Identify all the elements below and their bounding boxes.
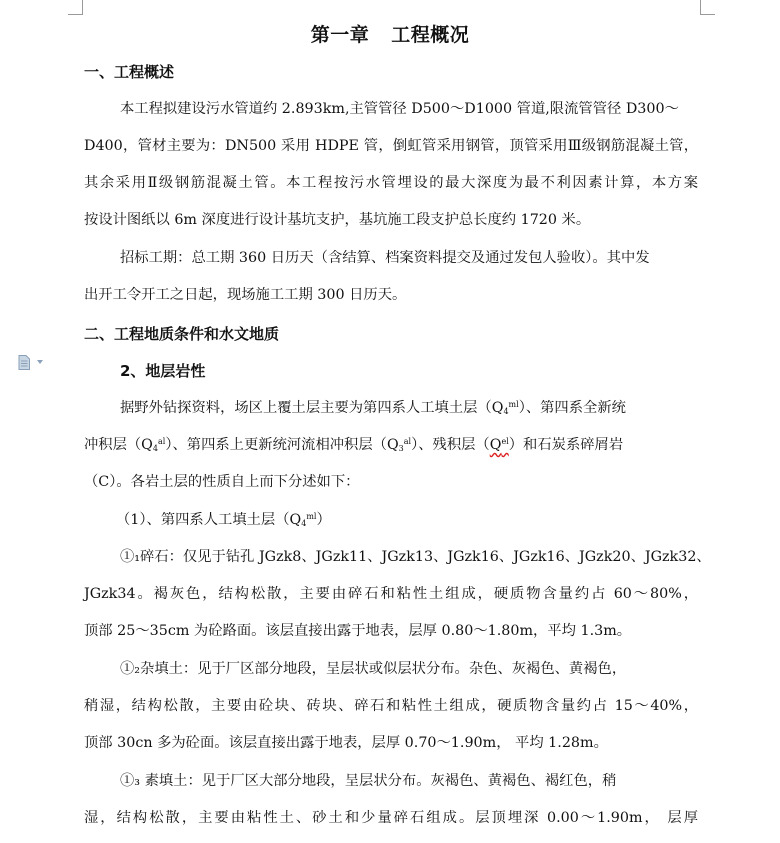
paragraph-line: 稍湿，结构松散，主要由砼块、砖块、碎石和粘性土组成，硬质物含量约占 15～40%，	[84, 698, 698, 714]
paragraph-line: 顶部 30cn 多为砼面。该层直接出露于地表，层厚 0.70～1.90m， 平均 1.28m。	[84, 735, 608, 751]
margin-corner-mark	[700, 0, 715, 15]
paragraph-line: ①₂杂填土：见于厂区部分地段，呈层状或似层状分布。杂色、灰褐色、黄褐色，	[120, 661, 627, 677]
spellcheck-flag: $Q^{el}$	[489, 437, 509, 453]
paragraph-line: 湿，结构松散，主要由粘性土、砂土和少量碎石组成。层顶埋深 0.00～1.90m， 层厚	[84, 810, 698, 826]
paragraph-line: 冲积层$(Q_4^{al})$、第四系上更新统河流相冲积层$(Q_3^{al})$、残积层$(Q^{el})$和石炭系碎屑岩	[84, 437, 624, 453]
paragraph-line: D400，管材主要为：DN500 采用 HDPE 管，倒虹管采用钢管，顶管采用Ⅲ级钢筋混凝土管，	[84, 138, 698, 154]
list-item-heading: （1）、第四系人工填土层$(Q_4^{ml})$	[116, 512, 331, 528]
chevron-down-icon[interactable]	[37, 360, 43, 364]
paragraph-line: ①₃ 素填土：见于厂区大部分地段，呈层状分布。灰褐色、黄褐色、褐红色，稍	[120, 773, 617, 789]
section-heading-geology: 二、工程地质条件和水文地质	[84, 325, 280, 343]
document-icon[interactable]	[18, 355, 30, 370]
paragraph-line: （C）。各岩土层的性质自上而下分述如下：	[84, 474, 360, 490]
chapter-title: 第一章 工程概况	[310, 24, 470, 46]
paragraph-line: 招标工期：总工期 360 日历天（含结算、档案资料提交及通过发包人验收）。其中发	[120, 250, 650, 266]
paragraph-line: 据野外钻探资料，场区上覆土层主要为第四系人工填土层$(Q_4^{ml})$、第四系全新统	[120, 400, 626, 416]
paragraph-line: ①₁碎石：仅见于钻孔 JGzk8、JGzk11、JGzk13、JGzk16、JGzk16、JGzk20、JGzk32、	[120, 549, 711, 565]
subsection-heading-strata: 2、地层岩性	[120, 362, 206, 380]
paragraph-line: 顶部 25～35cm 为砼路面。该层直接出露于地表，层厚 0.80～1.80m，平均 1.3m。	[84, 623, 632, 639]
paragraph-line: 按设计图纸以 6m 深度进行设计基坑支护，基坑施工段支护总长度约 1720 米。	[84, 212, 591, 228]
paragraph-line: JGzk34。褐灰色，结构松散，主要由碎石和粘性土组成，硬质物含量约占 60～80%，	[84, 586, 698, 602]
paragraph-line: 出开工令开工之日起，现场施工工期 300 日历天。	[84, 287, 407, 303]
paragraph-line: 其余采用Ⅱ级钢筋混凝土管。本工程按污水管埋设的最大深度为最不利因素计算，本方案	[84, 175, 698, 191]
section-heading-overview: 一、工程概述	[84, 63, 175, 81]
margin-corner-mark	[68, 0, 83, 15]
paragraph-line: 本工程拟建设污水管道约 2.893km,主管管径 D500～D1000 管道,限流管管径 D300～	[120, 101, 679, 117]
